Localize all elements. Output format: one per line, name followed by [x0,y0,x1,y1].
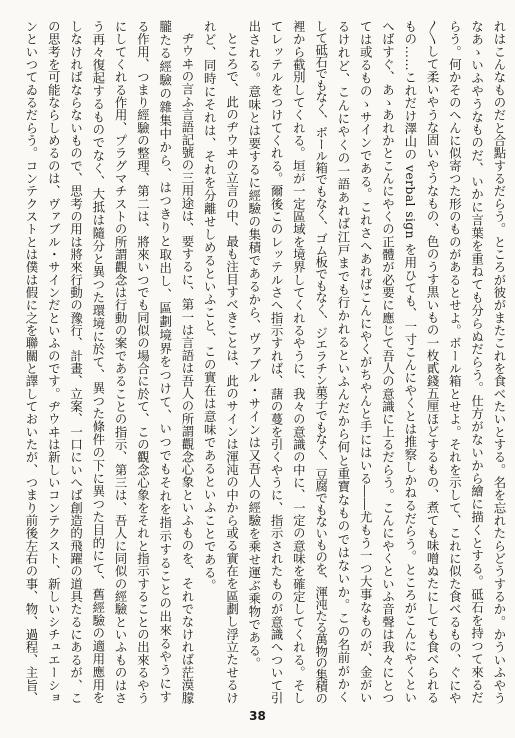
text-column [135,20,149,704]
column-text: 〳〵して柔いやうな固いやうなもの、色のうす黒いもの一枚貳錢五厘ほどするもの、煮ても味噌ぬたにしても食べられる [425,20,441,704]
text-column [113,20,127,704]
column-text: ヂウヰの言ふ言語記號の三用途は、要するに、第一は言語は吾人の所謂觀念心象といふものを、それでなければ茫漠朦 [179,32,195,705]
text-column [403,20,417,704]
column-text: の思考を可能ならしめるのは、ヴァブル・サインだといふのです。ヂウヰは新しいコンテクスト、新しいシチュエーショ [46,20,62,705]
column-text: う再々復起するものでなく、大抵は隨分と異つた環境に於て、異つた條件の下に異つた目的にて、舊經驗の適用應用を [90,20,106,705]
text-column [91,20,105,704]
text-column [291,20,305,704]
column-text: るけれど、こんにやくの一語あれば江戸までも行かれるといふんだから何と重寶なものではないか。この名前がかく [335,20,351,704]
text-column [247,20,261,704]
column-text: しなければならないもので、思考の用は將來行動の豫行、計畫、立案、一口にいへば創造的飛躍の道具たるにあるが、こ [68,20,84,705]
column-text: らう。何かそのへんに似寄つた形のものがあるとせよ。ボール箱とせよ。それを示して、これに似た食べるもの、ぐにや [447,20,463,705]
column-text: ンといつてゐるだらう。コンテクストとは僕は假に之を聯關と譯しておいたが、つまり前後左右の事、物、過程、主旨、 [24,20,39,705]
column-text: てレッテルをつけてくれる。爾後このレッテルさへ指示すれば、藷の蔓を引くやうに、指示されたものが意識へついて引 [269,20,285,705]
column-text: る作用、つまり經驗の整理、第二は、將來いつでも同似の場合に於て、この觀念心象をそれと指示することの出來るやう [135,20,151,705]
column-text: 裡から截別してくれる。垣が一定區域を境界してくれるやうに、我々の意識の中に、一定の意味を確定してくれる。そし [291,20,307,705]
column-text: れど、同時にそれは、それを分離せしめるといふこと、この實在は意味であるといふことである。 [202,20,218,592]
text-column [158,20,172,704]
column-text: ては或るものゝサインである。これさへあればこんにやくがちやんと手にはいる――尤もう一つ大事なものが、金がい [358,20,374,705]
text-column [180,20,194,704]
text-column [314,20,328,704]
text-column [225,20,239,704]
text-column [46,20,60,704]
text-column [425,20,439,704]
text-block [24,20,506,704]
column-text: 出される。意味とは要するに經驗の集積であるから、ヴァブル・サインは又吾人の經驗を乘せ運ぶ乘物である。 [246,20,262,670]
column-text: にしてくれる作用、プラグマチストの所謂觀念は行動の案であることの指示、第三は、吾人に同似の經驗といふものはさ [113,20,129,705]
column-text: れはこんなものだと合點するだらう。ところが彼がまたこれを食べたいとする。名を忘れたらどうするか。かういふやう [491,20,507,705]
text-column [24,20,38,704]
text-column [336,20,350,704]
column-text: ところで、此のヂウヰの立言の中、最も注目すべきことは、此のサインは渾沌の中から或る實在を區劃し浮立たせるけ [224,32,240,705]
column-text: もの……これだけ澤山の verbal sign を用ひても、一寸こんにやくとは推察しかねるだらう。ところがこんにやくとい [402,20,418,704]
text-column [69,20,83,704]
text-column [470,20,484,704]
text-column [381,20,395,704]
column-text: 朧たる經驗の雜集中から、はつきりと取出し、區劃境界をつけて、いつでもそれを指示することの出來るやうにす [157,20,173,704]
column-text: へばすぐ、あゝあれかとこんにやくの正體が必要に應じて吾人の意識に上るだらう。こんにやくといふ音聲は我々にとつ [380,20,396,705]
text-column [447,20,461,704]
column-text: なあゝいふやうなものだ、いかに言葉を重ねても分らぬだらう。仕方がないから繪に描くとする。砥石を持つて來るだ [469,20,485,705]
text-column [202,20,216,704]
text-column [358,20,372,704]
text-column [269,20,283,704]
text-column [492,20,506,704]
page-number: 38 [249,709,266,723]
column-text: して砥石でもなく、ボール箱でもなく、ゴム板でもなく、ジエラチン菓子でもなく、豆腐でもないものを、渾沌たる萬物の集積の [313,20,329,704]
